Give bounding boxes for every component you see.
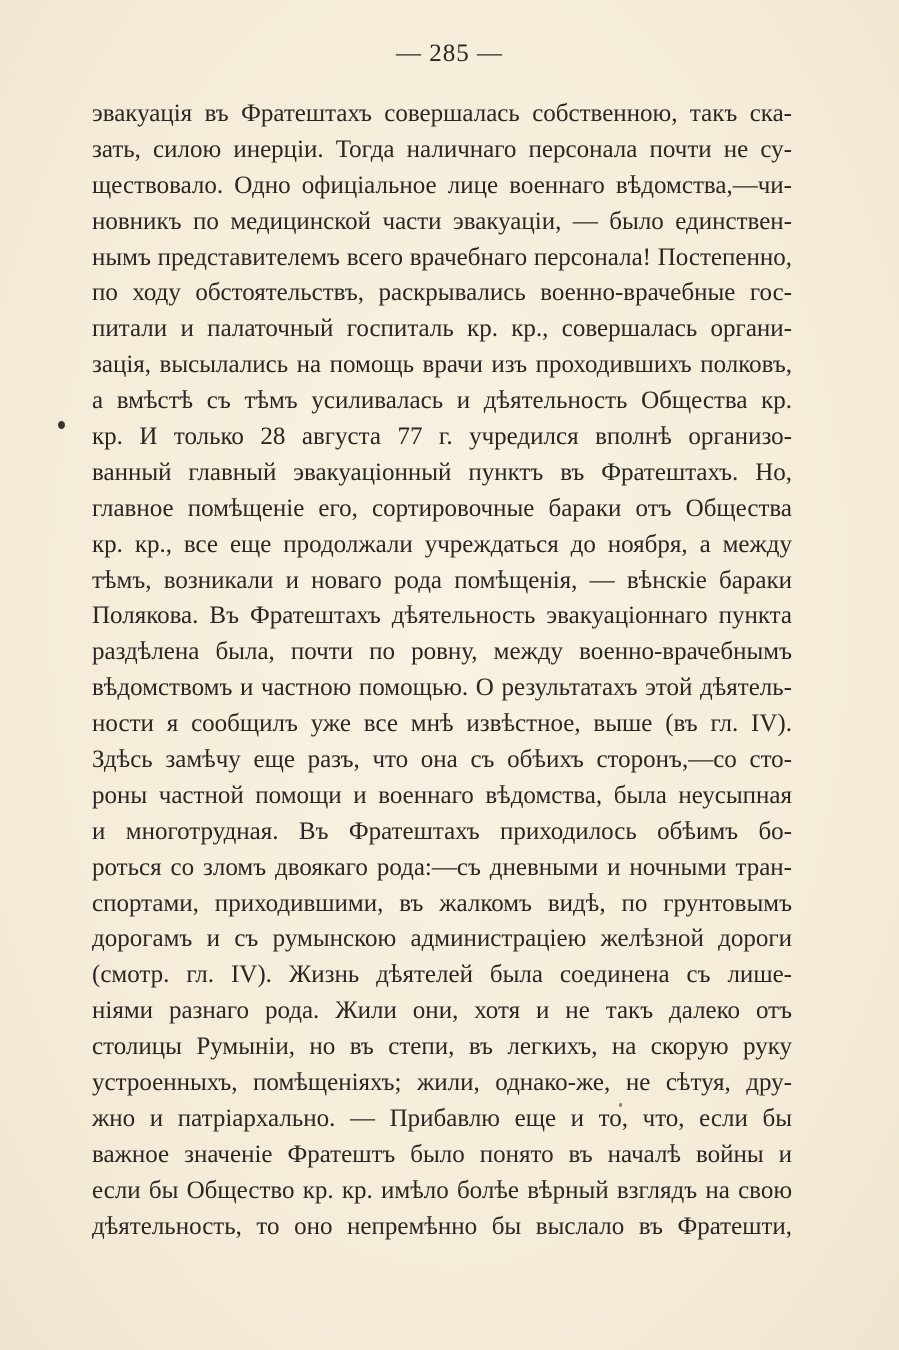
text-line: а вмѣстѣ съ тѣмъ усиливалась и дѣятельность Общества кр. — [92, 387, 792, 415]
text-line: кр. кр., все еще продолжали учреждаться до ноября, а между — [92, 530, 792, 558]
text-line: дорогамъ и съ румынскою администраціею желѣзной дороги — [92, 925, 792, 953]
text-line: зать, силою инерціи. Тогда наличнаго персонала почти не су- — [92, 135, 792, 163]
text-line: ніями разнаго рода. Жили они, хотя и не такъ далеко отъ — [92, 997, 792, 1025]
text-line: Здѣсь замѣчу еще разъ, что она съ обѣихъ сторонъ,—со сто- — [92, 746, 792, 774]
text-line: роться со зломъ двоякаго рода:—съ дневными и ночными тран- — [92, 853, 792, 881]
text-line: вѣдомствомъ и частною помощью. О результатахъ этой дѣятель- — [92, 674, 792, 702]
text-line: и многотрудная. Въ Фратештахъ приходилось обѣимъ бо- — [92, 817, 792, 845]
text-line: устроенныхъ, помѣщеніяхъ; жили, однако-же, не сѣтуя, дру- — [92, 1069, 792, 1097]
text-line: нымъ представителемъ всего врачебнаго персонала! Постепенно, — [92, 243, 792, 271]
ink-blot — [58, 421, 65, 429]
text-line: питали и палаточный госпиталь кр. кр., совершалась органи- — [92, 315, 792, 343]
text-line: роны частной помощи и военнаго вѣдомства, была неусыпная — [92, 781, 792, 809]
text-line: если бы Общество кр. кр. имѣло болѣе вѣрный взглядъ на свою — [92, 1176, 792, 1204]
text-line: эвакуація въ Фратештахъ совершалась собственною, такъ ска- — [92, 100, 792, 127]
text-line: Полякова. Въ Фратештахъ дѣятельность эвакуаціоннаго пункта — [92, 602, 792, 630]
text-line: зація, высылались на помощь врачи изъ проходившихъ полковъ, — [92, 351, 792, 379]
text-line: по ходу обстоятельствъ, раскрывались военно-врачебные гос- — [92, 279, 792, 307]
text-line: дѣятельность, то оно непремѣнно бы выслало въ Фратешти, — [92, 1212, 792, 1240]
text-line: (смотр. гл. IV). Жизнь дѣятелей была соединена съ лише- — [92, 961, 792, 989]
text-line: ществовало. Одно офиціальное лице военнаго вѣдомства,—чи- — [92, 171, 792, 199]
text-line: столицы Румыніи, но въ степи, въ легкихъ, на скорую руку — [92, 1033, 792, 1061]
text-line: главное помѣщеніе его, сортировочные бараки отъ Общества — [92, 494, 792, 522]
text-line: жно и патріархально. — Прибавлю еще и то, что, если бы — [92, 1104, 792, 1132]
text-line: раздѣлена была, почти по ровну, между военно-врачебнымъ — [92, 638, 792, 666]
text-line: новникъ по медицинской части эвакуаціи, — было единствен- — [92, 207, 792, 235]
text-line: ванный главный эвакуаціонный пунктъ въ Фратештахъ. Но, — [92, 458, 792, 486]
text-line: ности я сообщилъ уже все мнѣ извѣстное, выше (въ гл. IV). — [92, 710, 792, 738]
text-line: важное значеніе Фратештъ было понято въ началѣ войны и — [92, 1140, 792, 1168]
body-text — [92, 96, 792, 1245]
text-line: спортами, приходившими, въ жалкомъ видѣ, по грунтовымъ — [92, 889, 792, 917]
text-line: кр. И только 28 августа 77 г. учредился вполнѣ организо- — [92, 423, 792, 451]
text-line: тѣмъ, возникали и новаго рода помѣщенія, — вѣнскіе бараки — [92, 566, 792, 594]
page-number: — 285 — — [396, 40, 503, 67]
